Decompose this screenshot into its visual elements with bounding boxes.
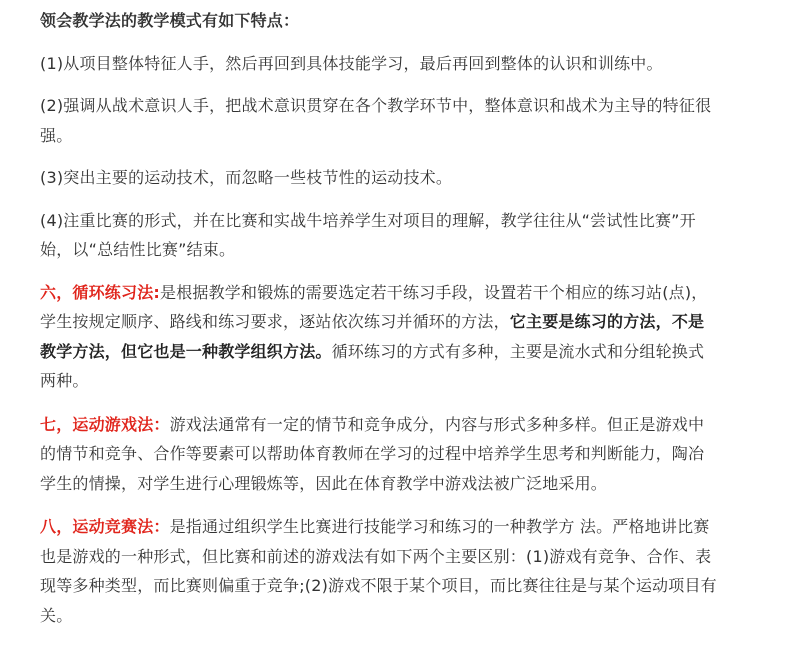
feature-item-2: (2)强调从战术意识人手，把战术意识贯穿在各个教学环节中，整体意识和战术为主导的特征很强。: [40, 96, 712, 145]
section-text: 循环练习的方式有多种，主要是流水式和分组轮换式两种。: [40, 341, 705, 390]
section-game-method: [40, 410, 720, 499]
feature-item-3: (3)突出主要的运动技术，而忽略一些枝节性的运动技术。: [40, 168, 453, 187]
section-heading-competition-method: 八，运动竞赛法：: [40, 517, 170, 536]
section-competition-method: [40, 512, 720, 630]
section-text: 游戏法通常有一定的情节和竞争成分，内容与形式多种多样。但正是游戏中的情节和竞争、合作等要素可以帮助体育教师在学习的过程中培养学生思考和判断能力，陶冶学生的情操，对学生进行心理锻炼等，因此在体育教学中游戏法被广泛地采用。: [40, 414, 705, 493]
feature-item-1: (1)从项目整体特征人手，然后再回到具体技能学习，最后再回到整体的认识和训练中。: [40, 53, 663, 73]
section-circuit-training: [40, 278, 720, 396]
section-heading-circuit-training: 六，循环练习法:: [40, 282, 160, 302]
section-bold-text: 它主要是练习的方法，不是教学方法，但它也是一种教学组织方法。: [40, 312, 705, 361]
section-title: 领会教学法的教学模式有如下特点：: [40, 11, 300, 30]
section-text: 是指通过组织学生比赛进行技能学习和练习的一种教学方 法。严格地讲比赛也是游戏的一种形式，但比赛和前述的游戏法有如下两个主要区别：(1)游戏有竞争、合作、表现等多种类型，而比赛则偏重于竞争;(2)游戏不限于某个项目，而比赛往往是与某个运动项目有关。: [40, 517, 717, 625]
document-body: [40, 0, 720, 630]
section-heading-game-method: 七，运动游戏法：: [40, 414, 170, 434]
section-text: 是根据教学和锻炼的需要选定若干练习手段，设置若干个相应的练习站(点)，学生按规定顺序、路线和练习要求，逐站依次练习并循环的方法，: [40, 282, 708, 331]
feature-item-4: (4)注重比赛的形式，并在比赛和实战牛培养学生对项目的理解，教学往往从“尝试性比赛”开始，以“总结性比赛”结束。: [40, 210, 696, 259]
